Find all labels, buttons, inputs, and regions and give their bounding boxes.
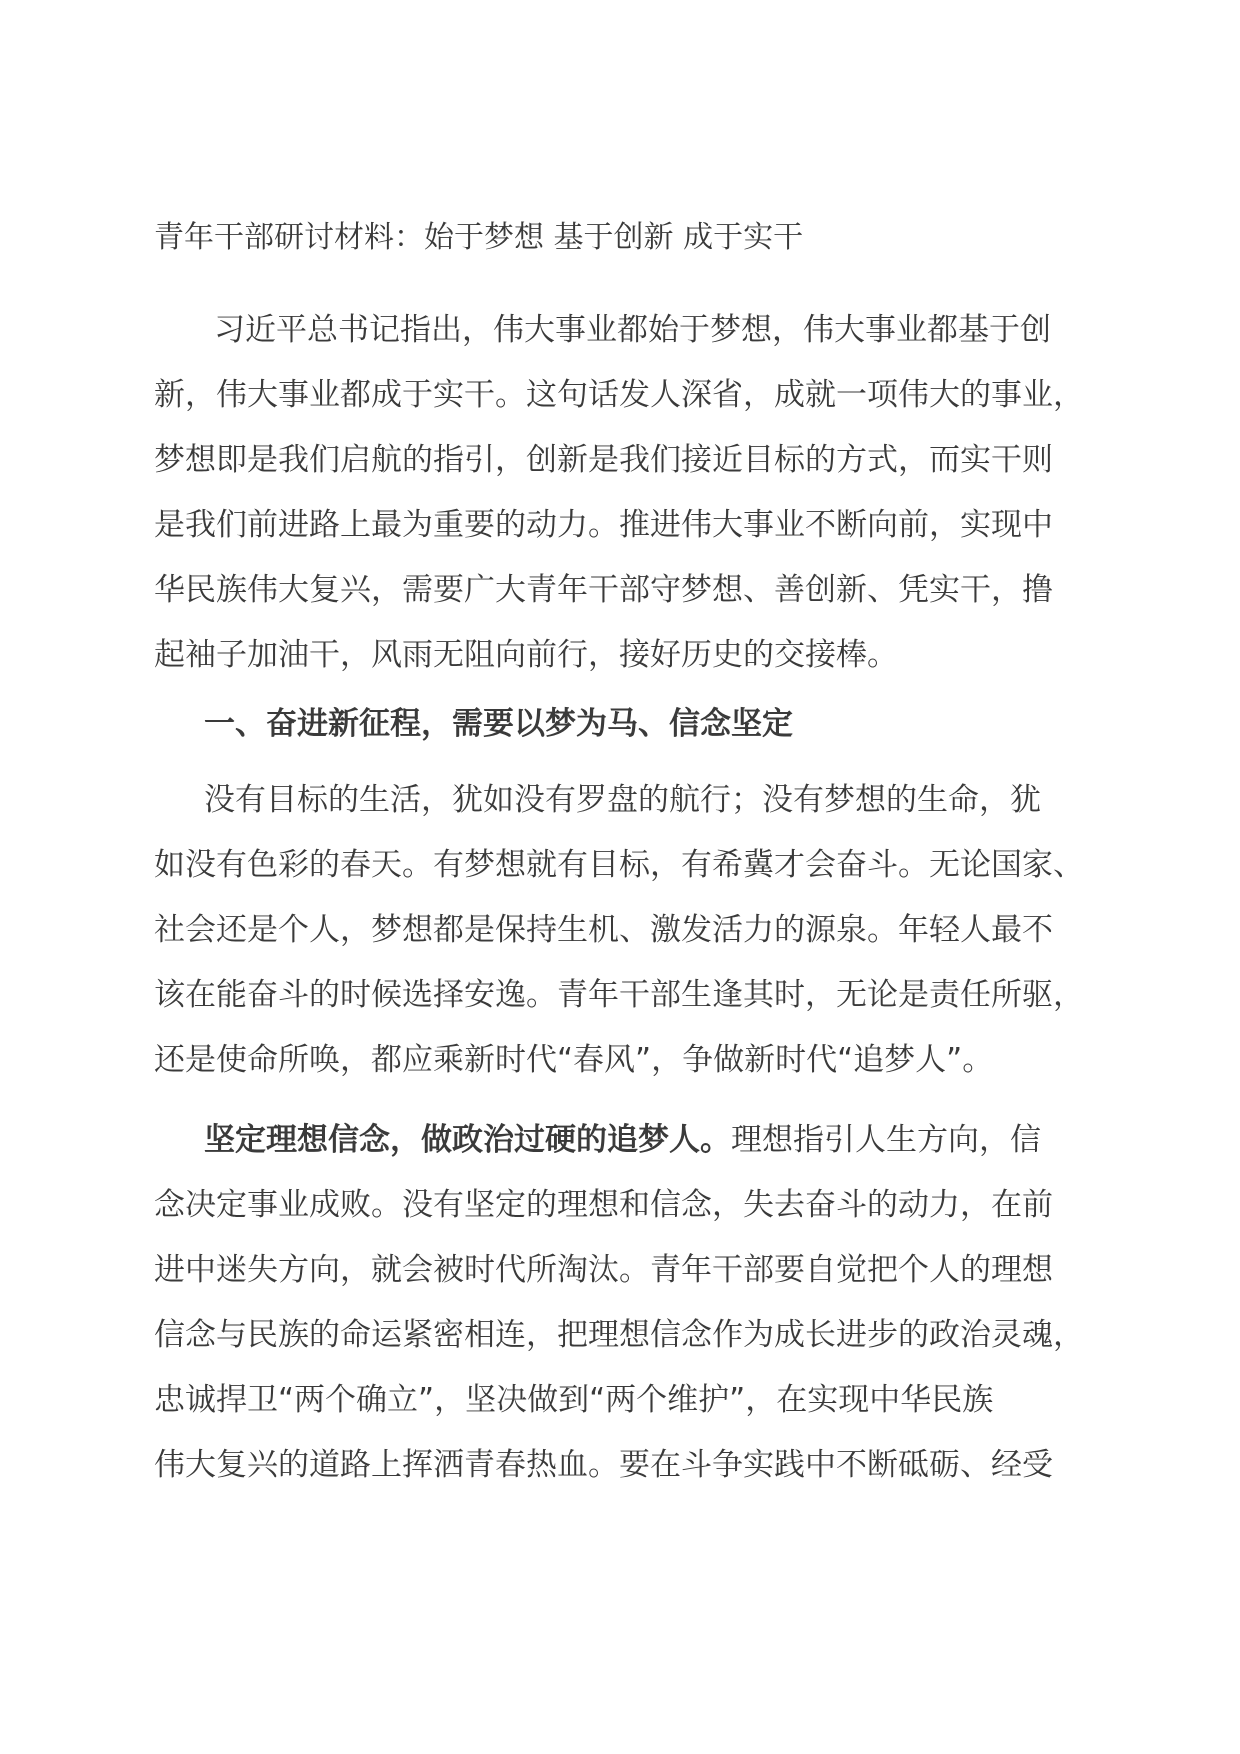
intro-paragraph (154, 298, 1084, 688)
paragraph-line: 忠诚捍卫“两个确立”，坚决做到“两个维护”，在实现中华民族 (154, 1382, 994, 1418)
paragraph-line: 习近平总书记指出，伟大事业都始于梦想，伟大事业都基于创 (214, 312, 1051, 348)
paragraph-first-line (154, 1108, 1074, 1173)
section-paragraph (154, 768, 1084, 1093)
subsection-paragraph (154, 1108, 1084, 1498)
paragraph-line: 信念与民族的命运紧密相连，把理想信念作为成长进步的政治灵魂， (154, 1317, 1084, 1353)
paragraph-line: 起袖子加油干，风雨无阻向前行，接好历史的交接棒。 (154, 637, 898, 673)
paragraph-line: 伟大复兴的道路上挥洒青春热血。要在斗争实践中不断砥砺、经受 (154, 1447, 1053, 1483)
section-heading (154, 692, 1074, 757)
section-heading-text: 一、奋进新征程，需要以梦为马、信念坚定 (204, 706, 793, 742)
paragraph-line: 念决定事业成败。没有坚定的理想和信念，失去奋斗的动力，在前 (154, 1187, 1053, 1223)
paragraph-line: 还是使命所唤，都应乘新时代“春风”，争做新时代“追梦人”。 (154, 1042, 994, 1078)
paragraph-line: 该在能奋斗的时候选择安逸。青年干部生逢其时，无论是责任所驱， (154, 977, 1084, 1013)
paragraph-line: 没有目标的生活，犹如没有罗盘的航行；没有梦想的生命，犹 (204, 782, 1041, 818)
paragraph-line: 进中迷失方向，就会被时代所淘汰。青年干部要自觉把个人的理想 (154, 1252, 1053, 1288)
paragraph-line: 华民族伟大复兴，需要广大青年干部守梦想、善创新、凭实干，撸 (154, 572, 1053, 608)
subsection-lead: 坚定理想信念，做政治过硬的追梦人。 (204, 1122, 731, 1158)
paragraph-line-rest: 理想指引人生方向，信 (731, 1122, 1041, 1158)
paragraph-line: 是我们前进路上最为重要的动力。推进伟大事业不断向前，实现中 (154, 507, 1053, 543)
paragraph-line: 社会还是个人，梦想都是保持生机、激发活力的源泉。年轻人最不 (154, 912, 1053, 948)
document-title: 青年干部研讨材料：始于梦想 基于创新 成于实干 (154, 220, 804, 255)
paragraph-line: 新，伟大事业都成于实干。这句话发人深省，成就一项伟大的事业， (154, 377, 1084, 413)
paragraph-line: 梦想即是我们启航的指引，创新是我们接近目标的方式，而实干则 (154, 442, 1053, 478)
paragraph-line: 如没有色彩的春天。有梦想就有目标，有希冀才会奋斗。无论国家、 (154, 847, 1084, 883)
